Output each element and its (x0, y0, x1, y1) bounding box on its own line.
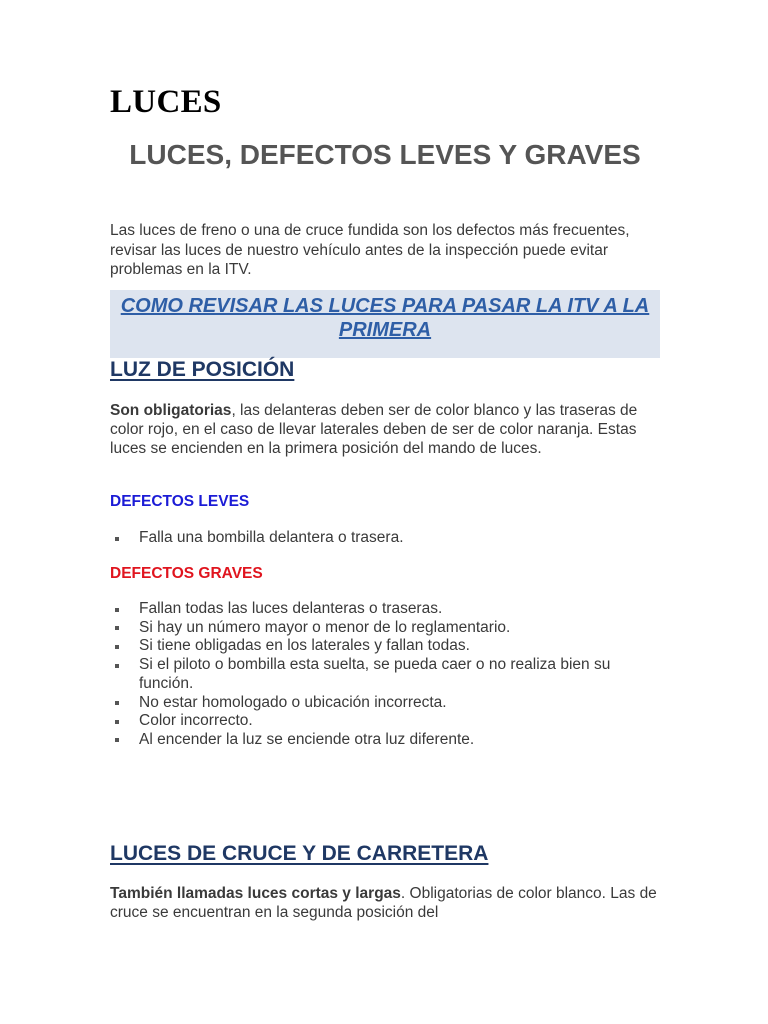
list-item-text: Si hay un número mayor o menor de lo reglamentario. (139, 618, 511, 636)
bullet-icon (115, 608, 119, 612)
bullet-icon (115, 626, 119, 630)
list-item-text: Al encender la luz se enciende otra luz diferente. (139, 730, 475, 748)
bullet-icon (115, 645, 119, 649)
graves-list (110, 600, 660, 750)
list-item (110, 529, 660, 548)
document-subtitle: LUCES, DEFECTOS LEVES Y GRAVES (129, 139, 641, 170)
list-item (110, 600, 660, 619)
callout-box (110, 290, 660, 358)
bullet-icon (115, 664, 119, 668)
posicion-bold-lead: Son obligatorias (110, 402, 232, 419)
list-item-text: Color incorrecto. (139, 712, 253, 730)
bullet-icon (115, 738, 119, 742)
bullet-icon (115, 720, 119, 724)
list-item (110, 712, 660, 731)
document-title: LUCES (110, 84, 222, 120)
list-item-text: Si el piloto o bombilla esta suelta, se pueda caer o no realiza bien su función. (139, 656, 611, 692)
graves-heading: DEFECTOS GRAVES (110, 565, 263, 582)
cruce-paragraph (110, 884, 660, 922)
bullet-icon (115, 701, 119, 705)
list-item (110, 656, 660, 693)
list-item (110, 637, 660, 656)
list-item-text: Fallan todas las luces delanteras o traseras. (139, 600, 443, 617)
cruce-text: . Obligatorias de color blanco. Las de cruce se encuentran en la segunda posición del (110, 885, 657, 921)
leves-list (110, 529, 660, 548)
leves-heading: DEFECTOS LEVES (110, 493, 250, 510)
bullet-icon (115, 537, 119, 541)
posicion-text: , las delanteras deben ser de color blanco y las traseras de color rojo, en el caso de llevar laterales deben de ser de color naranja. Estas luces se encienden en la primera posición del mando de luces. (110, 402, 638, 457)
list-item-text: Si tiene obligadas en los laterales y fallan todas. (139, 637, 470, 655)
list-item (110, 731, 660, 750)
list-item (110, 694, 660, 713)
intro-paragraph: Las luces de freno o una de cruce fundida son los defectos más frecuentes, revisar las luces de nuestro vehículo antes de la inspección puede evitar problemas en la ITV. (110, 222, 630, 278)
list-item (110, 619, 660, 638)
cruce-bold-lead: También llamadas luces cortas y largas (110, 885, 401, 902)
list-item-text: Falla una bombilla delantera o trasera. (139, 529, 404, 546)
section-heading-posicion: LUZ DE POSICIÓN (110, 358, 295, 381)
section-heading-cruce: LUCES DE CRUCE Y DE CARRETERA (110, 842, 489, 865)
list-item-text: No estar homologado o ubicación incorrecta. (139, 693, 447, 711)
callout-link[interactable]: COMO REVISAR LAS LUCES PARA PASAR LA ITV A LA PRIMERA (120, 295, 650, 341)
posicion-paragraph (110, 401, 660, 458)
